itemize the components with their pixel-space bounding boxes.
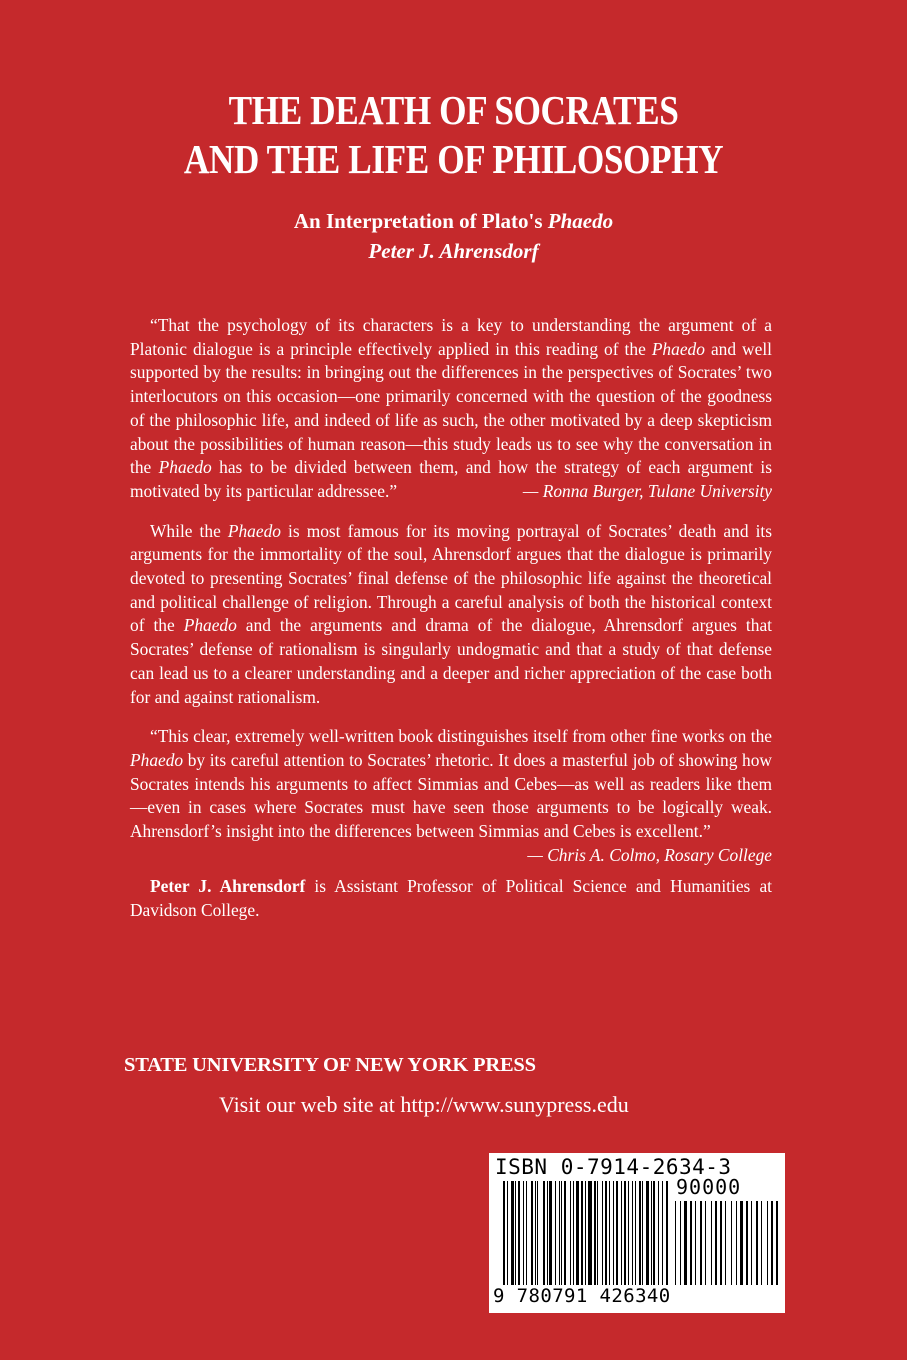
blurb-burger: “That the psychology of its characters is a key to understanding the argument of a Platonic dialogue is a principle effectively applied in this reading of the Phaedo and well supported by the results: in bringing out the differences in the perspectives of Socrates’ two interlocutors on this occasion—one primarily concerned with the question of the goodness of the philosophic life, and indeed of life as such, the other motivated by a deep skepticism about the possibilities of human reason—this study leads us to see why the conversation in the Phaedo has to be divided between them, and how the strategy of each argument is motivated by its particular addressee.” — Ronna Burger, Tulane University — [130, 314, 772, 504]
barcode-bar — [570, 1181, 571, 1285]
addon-bar — [684, 1201, 687, 1285]
barcode-bar — [642, 1181, 643, 1285]
subtitle-block — [0, 206, 907, 266]
barcode-bar — [585, 1181, 586, 1285]
addon-bar — [675, 1201, 676, 1285]
barcode-bar — [588, 1181, 592, 1285]
barcode-bar — [666, 1181, 668, 1285]
barcode-label — [489, 1153, 785, 1313]
book-title — [63, 86, 843, 184]
barcode-bar — [515, 1181, 516, 1285]
barcode-bar — [639, 1181, 641, 1285]
addon-bar — [715, 1201, 717, 1285]
subtitle-text: An Interpretation of Plato's — [293, 209, 548, 233]
addon-bar — [680, 1201, 681, 1285]
publisher-website: Visit our web site at http://www.sunypress.edu — [219, 1092, 629, 1117]
barcode-bar — [597, 1181, 598, 1285]
addon-bar — [751, 1201, 752, 1285]
barcode-bar — [511, 1181, 514, 1285]
barcode-bar — [616, 1181, 618, 1285]
barcode-bar — [651, 1181, 652, 1285]
barcode-bar — [518, 1181, 520, 1285]
addon-bar — [720, 1201, 722, 1285]
isbn-number: ISBN 0-7914-2634-3 — [495, 1155, 732, 1179]
barcode-bar — [543, 1181, 545, 1285]
barcode-bar — [594, 1181, 596, 1285]
addon-bar — [705, 1201, 706, 1285]
barcode-bar — [526, 1181, 527, 1285]
blurb-burger-attribution: — Ronna Burger, Tulane University — [522, 480, 772, 501]
barcode-bar — [576, 1181, 579, 1285]
price-code: 90000 — [676, 1175, 742, 1199]
barcode-bar — [564, 1181, 566, 1285]
barcode-bar — [559, 1181, 560, 1285]
author-bio-name: Peter J. Ahrensdorf — [150, 876, 306, 897]
addon-bar — [767, 1201, 768, 1285]
author-bio-text: is Assistant Professor of Political Science and Humanities at Davidson College. — [130, 876, 772, 921]
barcode-bar — [581, 1181, 583, 1285]
addon-bar — [731, 1201, 732, 1285]
back-cover-text — [130, 314, 772, 939]
addon-bar — [771, 1201, 773, 1285]
barcode-bar — [523, 1181, 524, 1285]
barcode-bar — [632, 1181, 633, 1285]
author-name: Peter J. Ahrensdorf — [368, 239, 539, 263]
barcode-bar — [555, 1181, 556, 1285]
barcode-bar — [653, 1181, 655, 1285]
author-bio — [130, 875, 772, 922]
barcode-bar — [613, 1181, 614, 1285]
barcode-bar — [602, 1181, 603, 1285]
barcode-bar — [507, 1181, 508, 1285]
barcode-bar — [503, 1181, 505, 1285]
subtitle — [0, 206, 907, 236]
barcode-bar — [658, 1181, 659, 1285]
title-line-1: THE DEATH OF SOCRATES — [228, 87, 679, 133]
barcode-bar — [635, 1181, 636, 1285]
addon-bar — [736, 1201, 737, 1285]
barcode-bar — [535, 1181, 536, 1285]
title-line-2: AND THE LIFE OF PHILOSOPHY — [183, 136, 724, 182]
addon-bar — [761, 1201, 762, 1285]
publisher-name: STATE UNIVERSITY OF NEW YORK PRESS — [124, 1054, 536, 1076]
addon-bar — [746, 1201, 748, 1285]
barcode-bar — [621, 1181, 622, 1285]
barcode-bar — [531, 1181, 533, 1285]
subtitle-italic: Phaedo — [547, 209, 614, 233]
addon-bar — [740, 1201, 743, 1285]
barcode-bar — [646, 1181, 649, 1285]
barcode-bar — [628, 1181, 629, 1285]
addon-bar — [711, 1201, 712, 1285]
barcode-bar — [537, 1181, 538, 1285]
blurb-colmo: “This clear, extremely well-written book distinguishes itself from other fine works on the Phaedo by its careful attention to Socrates’ rhetoric. It does a masterful job of showing how Socrates intends his arguments to affect Simmias and Cebes—as well as readers like them—even in cases where Socrates must have seen those arguments to be logically weak. Ahrensdorf’s insight into the differences between Simmias and Cebes is excellent.” — Chris A. Colmo, Rosary College — [130, 725, 772, 867]
addon-bar — [725, 1201, 726, 1285]
addon-bar — [695, 1201, 696, 1285]
ean-digits: 9 780791 426340 — [493, 1285, 671, 1307]
book-description: While the Phaedo is most famous for its moving portrayal of Socrates’ death and its arguments for the immortality of the soul, Ahrensdorf argues that the dialogue is primarily devoted to presenting Socrates’ final defense of the philosophic life against the theoretical and political challenge of religion. Through a careful analysis of both the historical context of the Phaedo and the arguments and drama of the dialogue, Ahrensdorf argues that Socrates’ defense of rationalism is singularly undogmatic and that a study of that defense can lead us to a clearer understanding and a deeper and richer appreciation of the case both for and against rationalism. — [130, 520, 772, 707]
barcode-bar — [561, 1181, 562, 1285]
addon-bar — [700, 1201, 702, 1285]
barcode-bar — [662, 1181, 663, 1285]
barcode-bar — [549, 1181, 552, 1285]
blurb-colmo-attribution: — Chris A. Colmo, Rosary College — [527, 844, 772, 865]
barcode-bar — [547, 1181, 548, 1285]
barcode-bar — [573, 1181, 574, 1285]
barcode-bar — [609, 1181, 610, 1285]
barcode-bar — [624, 1181, 626, 1285]
addon-bar — [756, 1201, 758, 1285]
addon-bar — [690, 1201, 692, 1285]
barcode-bar — [605, 1181, 607, 1285]
addon-bar — [776, 1201, 778, 1285]
